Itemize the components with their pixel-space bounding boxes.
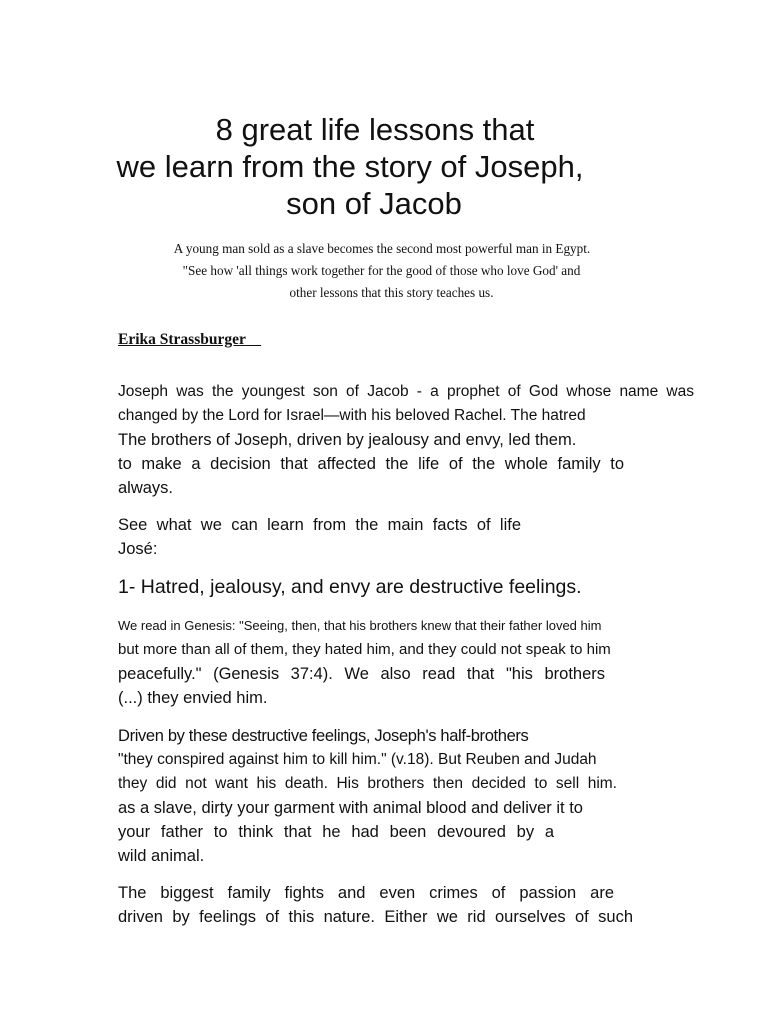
paragraph-intro	[118, 380, 694, 500]
paragraph-line: driven by feelings of this nature. Either we rid ourselves of such	[118, 908, 633, 926]
paragraph-line: always.	[118, 479, 174, 497]
paragraph-line: but more than all of them, they hated him, and they could not speak to him	[118, 641, 611, 658]
paragraph-line: The biggest family fights and even crimes of passion are	[118, 884, 614, 902]
title-line: son of Jacob	[286, 186, 462, 221]
subtitle-line: A young man sold as a slave becomes the second most powerful man in Egypt.	[173, 241, 591, 256]
paragraph-line: your father to think that he had been devoured by a	[118, 823, 554, 841]
paragraph-line: (...) they envied him.	[118, 689, 268, 707]
paragraph-line: The brothers of Joseph, driven by jealousy and envy, led them.	[118, 431, 577, 449]
document-subtitle	[100, 238, 670, 304]
paragraph-line: See what we can learn from the main facts of life	[118, 516, 521, 534]
paragraph-line: We read in Genesis: "Seeing, then, that his brothers knew that their father loved him	[118, 618, 602, 633]
paragraph-line: José:	[118, 540, 158, 558]
subtitle-line: "See how 'all things work together for the good of those who love God' and	[182, 263, 581, 278]
author-name: Erika Strassburger	[118, 331, 246, 348]
paragraph-genesis	[118, 614, 694, 710]
paragraph-line: Joseph was the youngest son of Jacob - a prophet of God whose name was	[118, 383, 694, 400]
title-line: 8 great life lessons that	[215, 112, 535, 147]
subtitle-line: other lessons that this story teaches us.	[289, 285, 494, 300]
title-line: we learn from the story of Joseph,	[116, 149, 584, 184]
paragraph-line: changed by the Lord for Israel—with his beloved Rachel. The hatred	[118, 407, 586, 424]
paragraph-facts	[118, 513, 694, 561]
paragraph-line: Driven by these destructive feelings, Joseph's half-brothers	[118, 727, 529, 745]
paragraph-line: wild animal.	[118, 847, 205, 865]
paragraph-line: peacefully." (Genesis 37:4). We also read that "his brothers	[118, 665, 605, 683]
paragraph-line: "they conspired against him to kill him." (v.18). But Reuben and Judah	[118, 751, 597, 768]
paragraph-line: as a slave, dirty your garment with animal blood and deliver it to	[118, 799, 583, 817]
paragraph-family-fights	[118, 881, 694, 929]
paragraph-conspiracy	[118, 724, 694, 868]
document-title	[100, 111, 668, 222]
paragraph-line: to make a decision that affected the life of the whole family to	[118, 455, 624, 473]
paragraph-line: they did not want his death. His brothers then decided to sell him.	[118, 775, 617, 792]
section-heading: 1- Hatred, jealousy, and envy are destructive feelings.	[118, 576, 582, 598]
